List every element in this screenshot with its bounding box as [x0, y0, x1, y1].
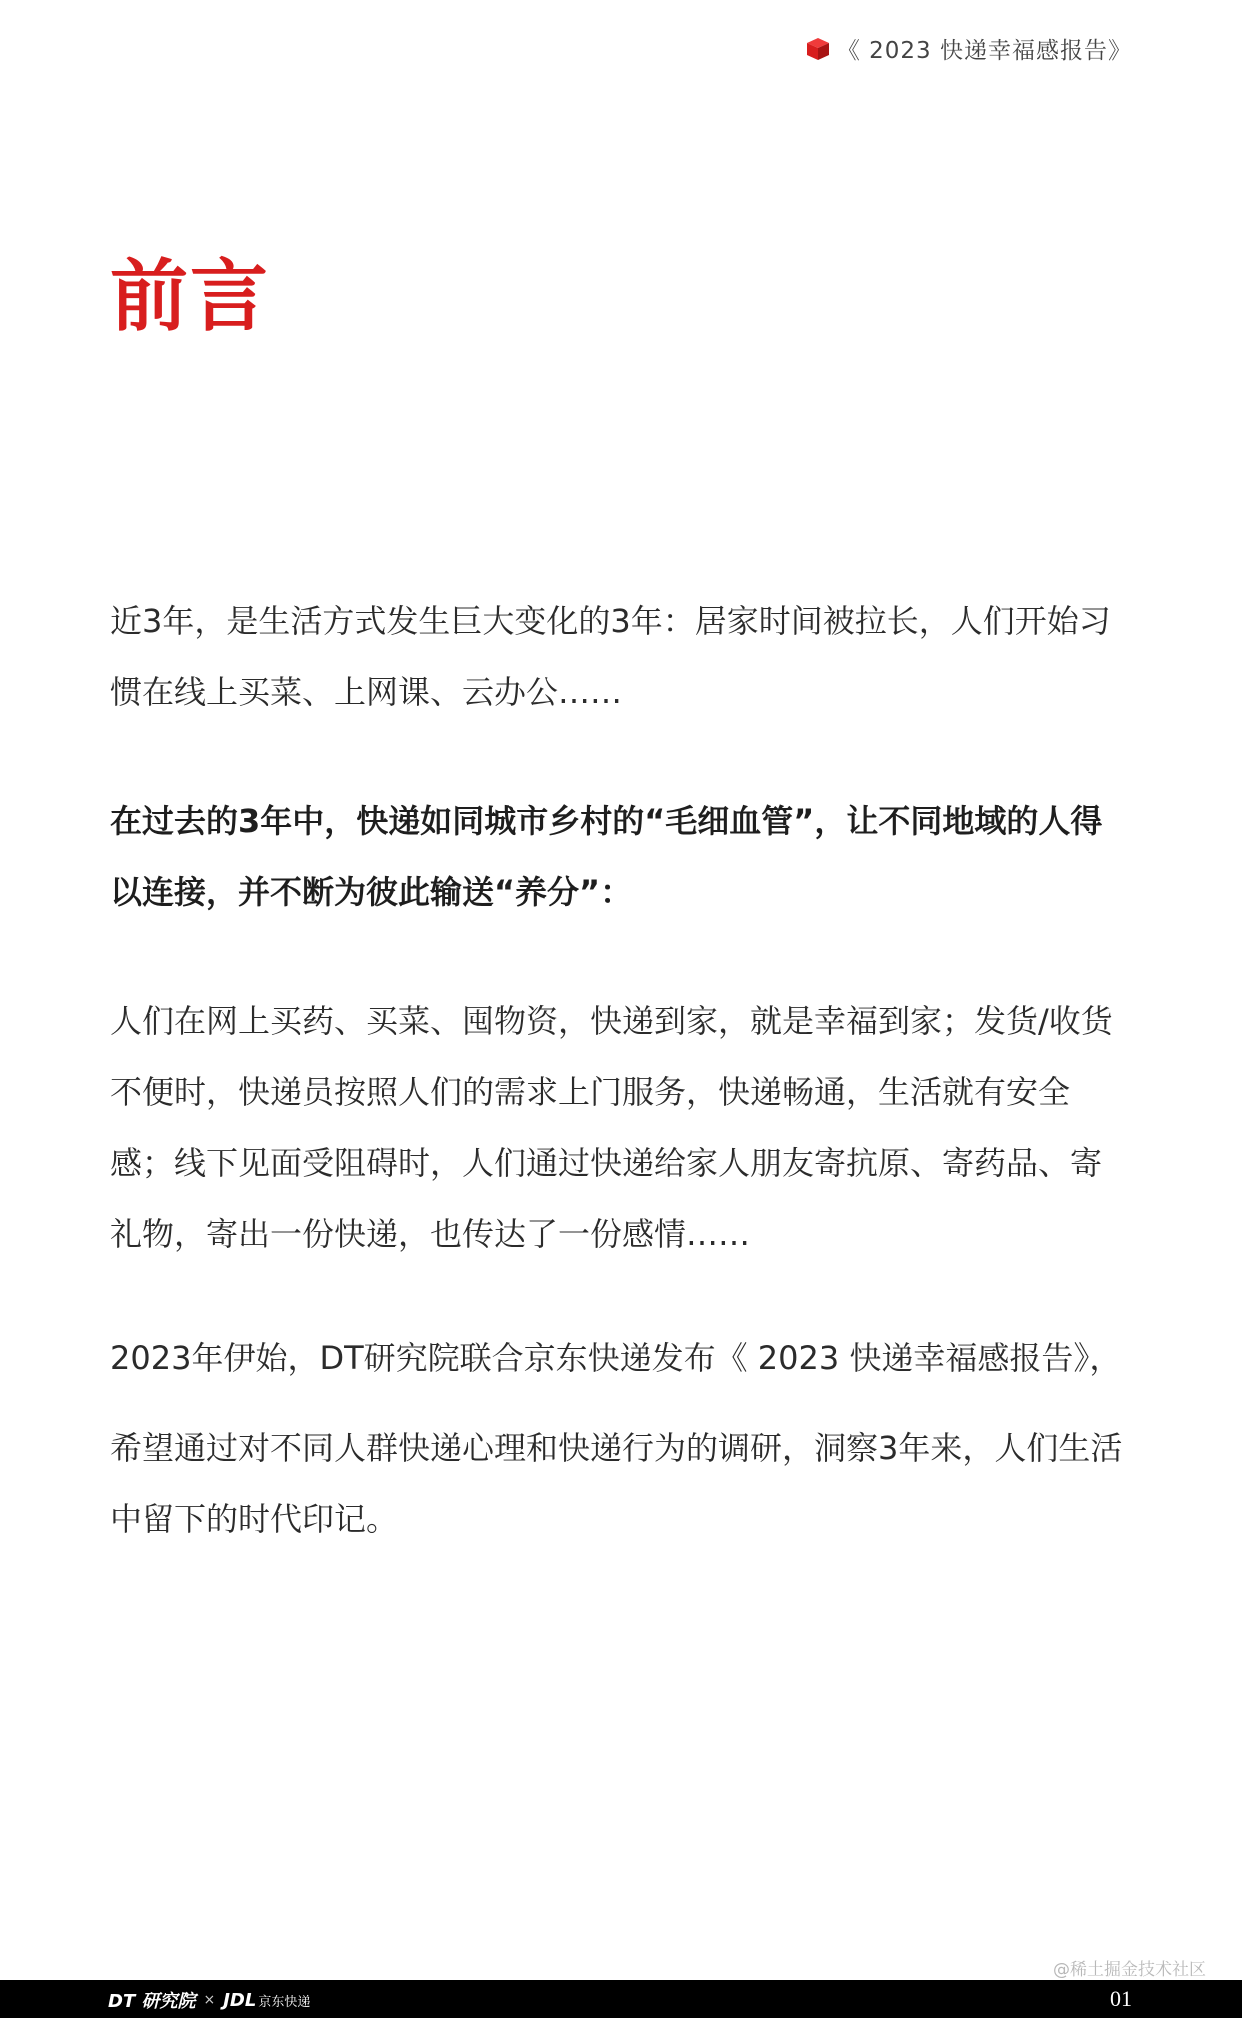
paragraph-intro: 近3年，是生活方式发生巨大变化的3年：居家时间被拉长，人们开始习惯在线上买菜、上网课、云办公……	[110, 602, 1111, 711]
report-header	[805, 32, 1132, 65]
cube-icon	[805, 36, 831, 62]
watermark: @稀土掘金技术社区	[1053, 1960, 1206, 1980]
paragraph-report-release: 2023年伊始，DT研究院联合京东快递发布《 2023 快递幸福感报告》，	[110, 1339, 1122, 1377]
page-title: 前言	[110, 252, 271, 342]
jdl-logo-subtitle: 京东快递	[258, 1994, 311, 2010]
report-title: 《 2023 快递幸福感报告》	[836, 38, 1132, 64]
dt-logo: DT 研究院	[108, 1991, 196, 2012]
page-number: 01	[1110, 1986, 1132, 2011]
footer-bar	[0, 1980, 1242, 2018]
paragraph-highlight: 在过去的3年中，快递如同城市乡村的“毛细血管”，让不同地域的人得以连接，并不断为彼此输送“养分”：	[110, 802, 1103, 911]
logo-separator: ×	[203, 1992, 216, 2008]
paragraph-examples: 人们在网上买药、买菜、囤物资，快递到家，就是幸福到家；发货/收货不便时，快递员按照人们的需求上门服务，快递畅通，生活就有安全感；线下见面受阻碍时，人们通过快递给家人朋友寄抗原、寄药品、寄礼物，寄出一份快递，也传达了一份感情……	[110, 1002, 1113, 1253]
jdl-logo-text: JDL	[223, 1989, 257, 2011]
jdl-logo	[223, 1990, 310, 2011]
footer-logos	[108, 1987, 310, 2013]
paragraph-purpose: 希望通过对不同人群快递心理和快递行为的调研，洞察3年来，人们生活中留下的时代印记。	[110, 1429, 1123, 1538]
